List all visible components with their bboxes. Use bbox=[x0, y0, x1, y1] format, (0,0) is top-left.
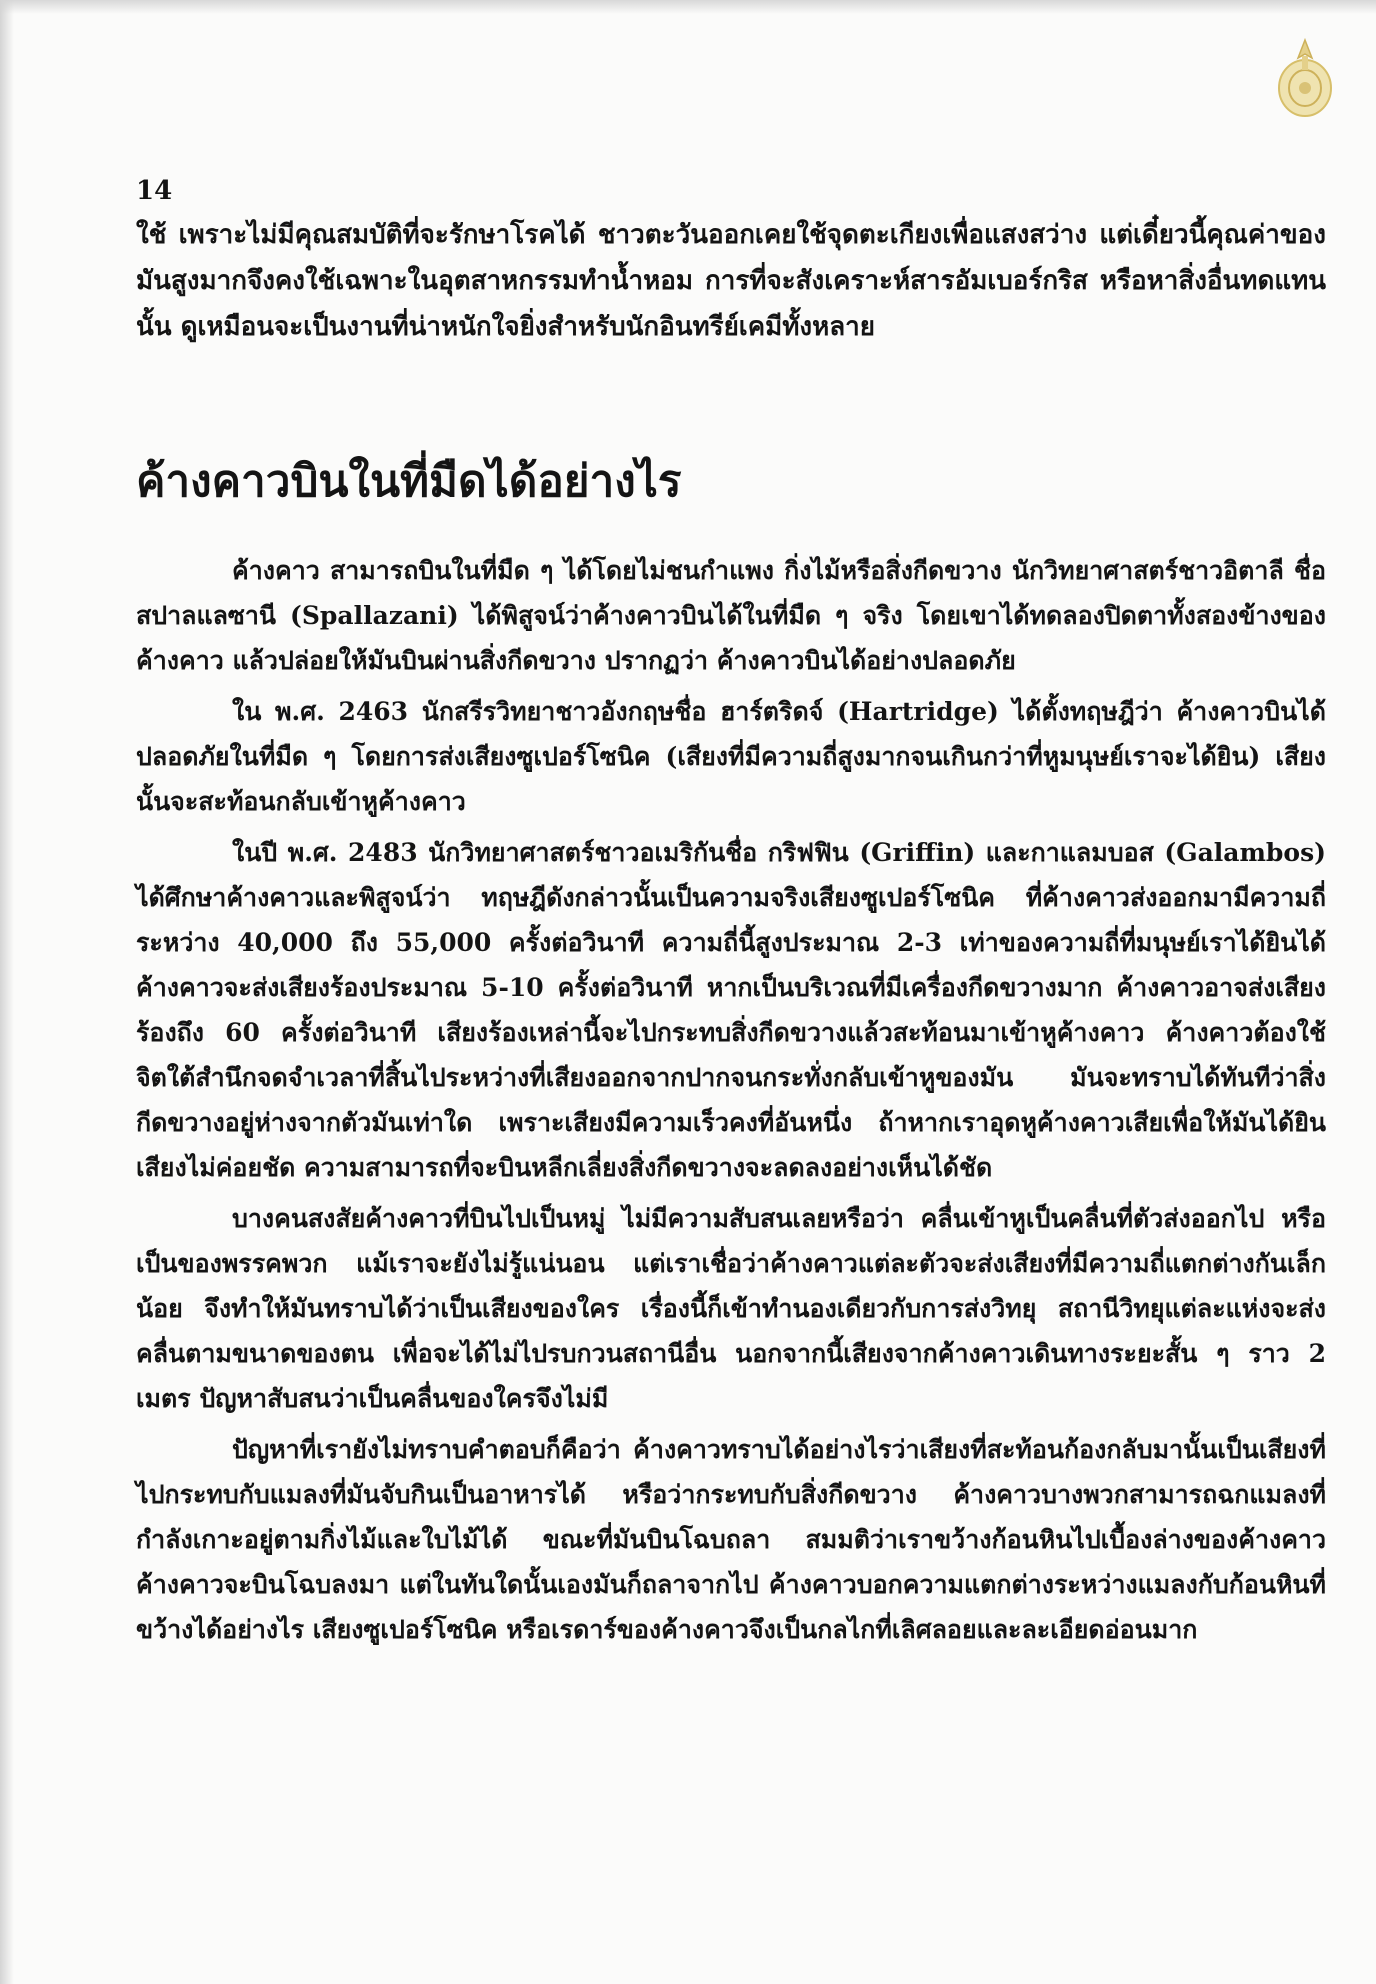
scan-shadow-top bbox=[0, 0, 1376, 14]
paragraph-3: ในปี พ.ศ. 2483 นักวิทยาศาสตร์ชาวอเมริกันชื่อ กริฟฟิน (Griffin) และกาแลมบอส (Galambos) ได้ศึกษาค้างคาวและพิสูจน์ว่า ทฤษฎีดังกล่าวนั้นเป็นความจริงเสียงซูเปอร์โซนิค ที่ค้างคาวส่งออกมามีความถี่ระหว่าง 40,000 ถึง 55,000 ครั้งต่อวินาที ความถี่นี้สูงประมาณ 2-3 เท่าของความถี่ที่มนุษย์เราได้ยินได้ ค้างคาวจะส่งเสียงร้องประมาณ 5-10 ครั้งต่อวินาที หากเป็นบริเวณที่มีเครื่องกีดขวางมาก ค้างคาวอาจส่งเสียงร้องถึง 60 ครั้งต่อวินาที เสียงร้องเหล่านี้จะไปกระทบสิ่งกีดขวางแล้วสะท้อนมาเข้าหูค้างคาว ค้างคาวต้องใช้จิตใต้สำนึกจดจำเวลาที่สิ้นไประหว่างที่เสียงออกจากปากจนกระทั่งกลับเข้าหูของมัน มันจะทราบได้ทันทีว่าสิ่งกีดขวางอยู่ห่างจากตัวมันเท่าใด เพราะเสียงมีความเร็วคงที่อันหนึ่ง ถ้าหากเราอุดหูค้างคาวเสียเพื่อให้มันได้ยินเสียงไม่ค่อยชัด ความสามารถที่จะบินหลีกเลี่ยงสิ่งกีดขวางจะลดลงอย่างเห็นได้ชัด bbox=[136, 838, 1326, 1182]
scan-shadow-left bbox=[0, 0, 14, 1984]
paragraph-2: ใน พ.ศ. 2463 นักสรีรวิทยาชาวอังกฤษชื่อ ฮาร์ตริดจ์ (Hartridge) ได้ตั้งทฤษฎีว่า ค้างคาวบินได้ปลอดภัยในที่มืด ๆ โดยการส่งเสียงซูเปอร์โซนิค (เสียงที่มีความถี่สูงมากจนเกินกว่าที่หูมนุษย์เราจะได้ยิน) เสียงนั้นจะสะท้อนกลับเข้าหูค้างคาว bbox=[136, 697, 1326, 816]
paragraph-1: ค้างคาว สามารถบินในที่มืด ๆ ได้โดยไม่ชนกำแพง กิ่งไม้หรือสิ่งกีดขวาง นักวิทยาศาสตร์ชาวอิตาลี ชื่อ สปาลแลซานี (Spallazani) ได้พิสูจน์ว่าค้างคาวบินได้ในที่มืด ๆ จริง โดยเขาได้ทดลองปิดตาทั้งสองข้างของค้างคาว แล้วปล่อยให้มันบินผ่านสิ่งกีดขวาง ปรากฏว่า ค้างคาวบินได้อย่างปลอดภัย bbox=[136, 556, 1326, 675]
body-text bbox=[136, 548, 1326, 1658]
section-heading: ค้างคาวบินในที่มืดได้อย่างไร bbox=[136, 456, 682, 507]
intro-paragraph: ใช้ เพราะไม่มีคุณสมบัติที่จะรักษาโรคได้ ชาวตะวันออกเคยใช้จุดตะเกียงเพื่อแสงสว่าง แต่เดี๋ยวนี้คุณค่าของมันสูงมากจึงคงใช้เฉพาะในอุตสาหกรรมทำน้ำหอม การที่จะสังเคราะห์สารอัมเบอร์กริส หรือหาสิ่งอื่นทดแทนนั้น ดูเหมือนจะเป็นงานที่น่าหนักใจยิ่งสำหรับนักอินทรีย์เคมีทั้งหลาย bbox=[136, 220, 1326, 342]
paragraph-5: ปัญหาที่เรายังไม่ทราบคำตอบก็คือว่า ค้างคาวทราบได้อย่างไรว่าเสียงที่สะท้อนก้องกลับมานั้นเป็นเสียงที่ไปกระทบกับแมลงที่มันจับกินเป็นอาหารได้ หรือว่ากระทบกับสิ่งกีดขวาง ค้างคาวบางพวกสามารถฉกแมลงที่กำลังเกาะอยู่ตามกิ่งไม้และใบไม้ได้ ขณะที่มันบินโฉบถลา สมมติว่าเราขว้างก้อนหินไปเบื้องล่างของค้างคาว ค้างคาวจะบินโฉบลงมา แต่ในทันใดนั้นเองมันก็ถลาจากไป ค้างคาวบอกความแตกต่างระหว่างแมลงกับก้อนหินที่ขว้างได้อย่างไร เสียงซูเปอร์โซนิค หรือเรดาร์ของค้างคาวจึงเป็นกลไกที่เลิศลอยและละเอียดอ่อนมาก bbox=[136, 1435, 1326, 1644]
emblem-watermark-icon bbox=[1272, 36, 1338, 122]
paragraph-4: บางคนสงสัยค้างคาวที่บินไปเป็นหมู่ ไม่มีความสับสนเลยหรือว่า คลื่นเข้าหูเป็นคลื่นที่ตัวส่งออกไป หรือเป็นของพรรคพวก แม้เราจะยังไม่รู้แน่นอน แต่เราเชื่อว่าค้างคาวแต่ละตัวจะส่งเสียงที่มีความถี่แตกต่างกันเล็กน้อย จึงทำให้มันทราบได้ว่าเป็นเสียงของใคร เรื่องนี้ก็เข้าทำนองเดียวกับการส่งวิทยุ สถานีวิทยุแต่ละแห่งจะส่งคลื่นตามขนาดของตน เพื่อจะได้ไม่ไปรบกวนสถานีอื่น นอกจากนี้เสียงจากค้างคาวเดินทางระยะสั้น ๆ ราว 2 เมตร ปัญหาสับสนว่าเป็นคลื่นของใครจึงไม่มี bbox=[136, 1204, 1326, 1413]
page-number: 14 bbox=[136, 176, 173, 206]
